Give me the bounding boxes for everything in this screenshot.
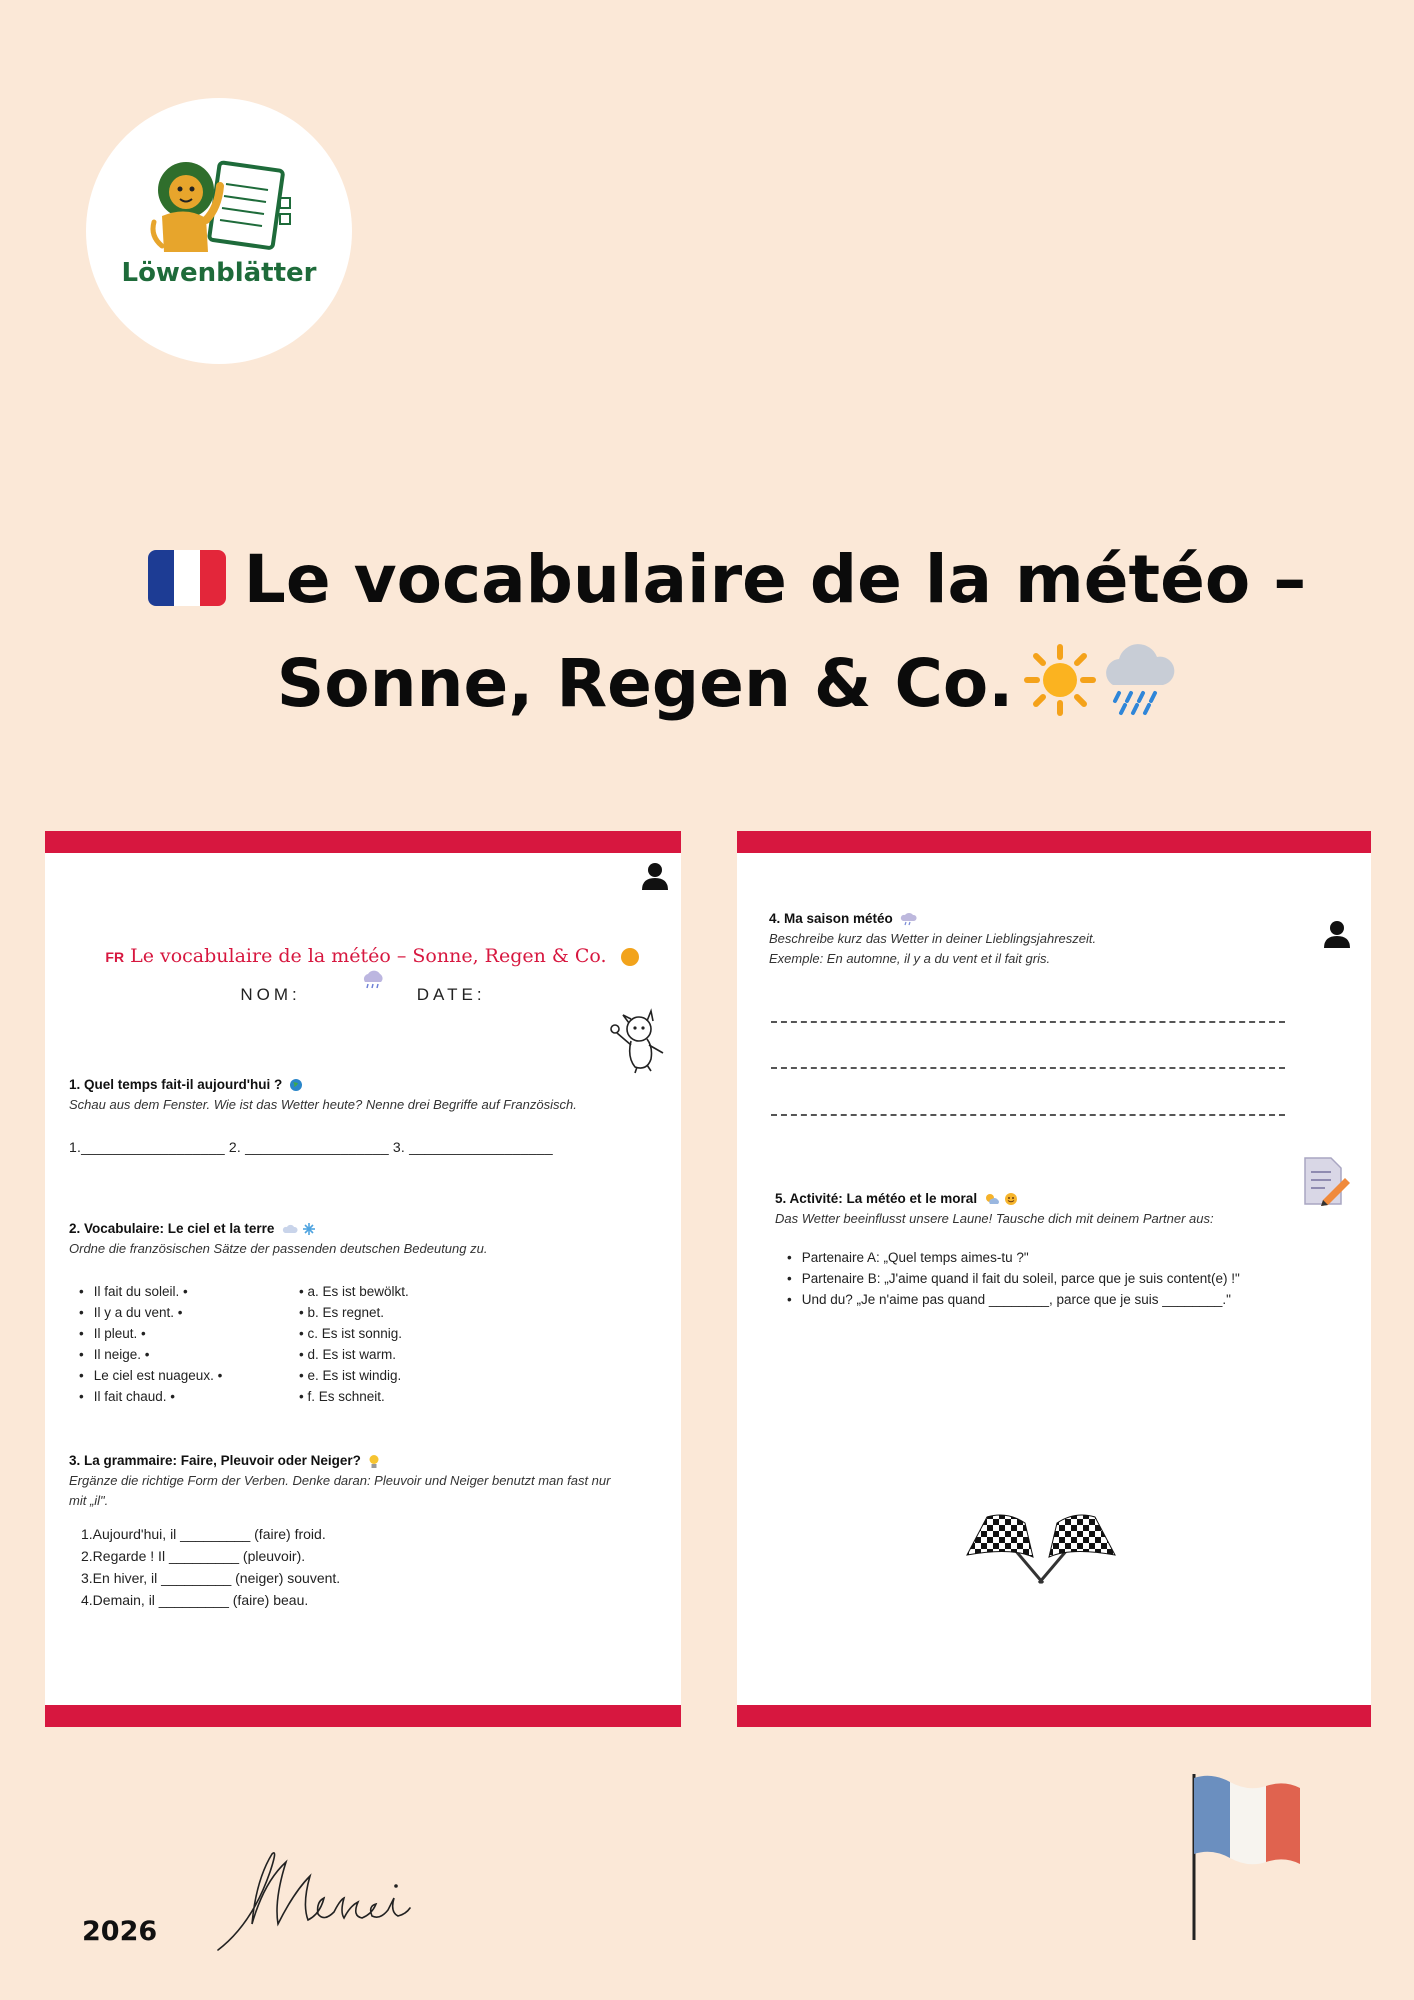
title-line-2 bbox=[100, 632, 1354, 736]
grammar-item[interactable]: 3.En hiver, il _________ (neiger) souvent. bbox=[81, 1570, 341, 1586]
grammar-item[interactable]: 4.Demain, il _________ (faire) beau. bbox=[81, 1592, 309, 1608]
worksheet-page-2 bbox=[737, 831, 1371, 1727]
exercise-1-heading bbox=[69, 1075, 659, 1095]
german-meaning: • c. Es ist sonnig. bbox=[299, 1326, 403, 1341]
person-icon bbox=[1323, 919, 1351, 949]
globe-icon bbox=[289, 1078, 303, 1092]
exercise-3-heading-text: 3. La grammaire: Faire, Pleuvoir oder Neiger? bbox=[69, 1453, 361, 1468]
rain-cloud-icon bbox=[1097, 643, 1177, 717]
exercise-1-answer-blanks[interactable]: 1.__________________ 2. __________________ 3. __________________ bbox=[69, 1139, 553, 1155]
sun-icon bbox=[619, 946, 641, 968]
french-sentence: • Le ciel est nuageux. • bbox=[79, 1365, 279, 1386]
page-title bbox=[100, 528, 1354, 736]
exercise-4-example: Exemple: En automne, il y a du vent et il fait gris. bbox=[769, 951, 1051, 966]
exercise-4-instruction: Beschreibe kurz das Wetter in deiner Lieblingsjahreszeit. bbox=[769, 931, 1097, 946]
exercise-2-heading bbox=[69, 1219, 659, 1239]
french-sentence: • Il y a du vent. • bbox=[79, 1302, 279, 1323]
french-sentence: • Il neige. • bbox=[79, 1344, 279, 1365]
dialogue-item: • Partenaire A: „Quel temps aimes-tu ?" bbox=[787, 1247, 1335, 1268]
exercise-3 bbox=[69, 1451, 629, 1611]
year-label: 2026 bbox=[82, 1916, 158, 1947]
french-flag-icon bbox=[148, 550, 226, 606]
merci-signature bbox=[212, 1832, 412, 1957]
answer-line[interactable] bbox=[771, 1067, 1285, 1069]
brand-name: Löwenblätter bbox=[121, 258, 317, 288]
checkered-flags-icon bbox=[963, 1513, 1119, 1587]
exercise-4-heading-text: 4. Ma saison météo bbox=[769, 911, 893, 926]
grammar-item[interactable]: 2.Regarde ! Il _________ (pleuvoir). bbox=[81, 1548, 306, 1564]
french-sentences-list bbox=[79, 1281, 279, 1407]
weather-icon bbox=[984, 1192, 1000, 1206]
german-meanings-list bbox=[299, 1281, 499, 1407]
lightbulb-icon bbox=[368, 1454, 380, 1469]
snowflake-icon bbox=[302, 1222, 316, 1236]
exercise-2-heading-text: 2. Vocabulaire: Le ciel et la terre bbox=[69, 1221, 275, 1236]
nom-label: NOM: bbox=[240, 985, 301, 1004]
exercise-5-heading bbox=[775, 1189, 1335, 1209]
worksheet-page-1 bbox=[45, 831, 681, 1727]
grammar-item[interactable]: 1.Aujourd'hui, il _________ (faire) froid. bbox=[81, 1526, 326, 1542]
cloud-icon bbox=[282, 1223, 298, 1235]
exercise-5 bbox=[775, 1189, 1335, 1310]
lion-mascot-icon bbox=[144, 156, 294, 256]
person-icon bbox=[641, 861, 669, 891]
german-meaning: • f. Es schneit. bbox=[299, 1389, 385, 1404]
exercise-4 bbox=[769, 909, 1289, 969]
exercise-1-instruction: Schau aus dem Fenster. Wie ist das Wetter heute? Nenne drei Begriffe auf Französisch. bbox=[69, 1097, 577, 1112]
dialogue-item: • Partenaire B: „J'aime quand il fait du soleil, parce que je suis content(e) !" bbox=[787, 1268, 1335, 1289]
exercise-5-instruction: Das Wetter beeinflusst unsere Laune! Tausche dich mit deinem Partner aus: bbox=[775, 1211, 1214, 1226]
name-date-fields bbox=[45, 985, 681, 1005]
dialogue-item[interactable]: • Und du? „Je n'aime pas quand ________, parce que je suis ________." bbox=[787, 1289, 1335, 1310]
exercise-5-heading-text: 5. Activité: La météo et le moral bbox=[775, 1191, 978, 1206]
sun-icon bbox=[1023, 643, 1097, 717]
exercise-2-instruction: Ordne die französischen Sätze der passenden deutschen Bedeutung zu. bbox=[69, 1241, 488, 1256]
title-line-1-text: Le vocabulaire de la météo – bbox=[243, 541, 1307, 618]
exercise-4-heading bbox=[769, 909, 1289, 929]
worksheet-title-text: Le vocabulaire de la météo – Sonne, Regen & Co. bbox=[130, 945, 607, 967]
german-meaning: • e. Es ist windig. bbox=[299, 1368, 402, 1383]
exercise-1 bbox=[69, 1075, 659, 1157]
exercise-3-heading bbox=[69, 1451, 629, 1471]
answer-line[interactable] bbox=[771, 1114, 1285, 1116]
exercise-3-instruction: Ergänze die richtige Form der Verben. Denke daran: Pleuvoir und Neiger benutzt man fast nur mit „il". bbox=[69, 1473, 611, 1508]
french-sentence: • Il fait du soleil. • bbox=[79, 1281, 279, 1302]
dog-mascot-icon bbox=[607, 1005, 669, 1075]
french-sentence: • Il fait chaud. • bbox=[79, 1386, 279, 1407]
answer-line[interactable] bbox=[771, 1021, 1285, 1023]
smiley-icon bbox=[1004, 1192, 1018, 1206]
partner-dialogue-list bbox=[787, 1247, 1335, 1310]
date-label: DATE: bbox=[416, 985, 486, 1004]
grammar-items-list bbox=[81, 1523, 629, 1611]
exercise-2 bbox=[69, 1219, 659, 1404]
title-line-2-text: Sonne, Regen & Co. bbox=[276, 645, 1014, 722]
rain-cloud-icon bbox=[900, 912, 918, 926]
title-line-1 bbox=[100, 528, 1354, 632]
french-sentence: • Il pleut. • bbox=[79, 1323, 279, 1344]
fr-tag: FR bbox=[105, 949, 125, 965]
brand-logo bbox=[86, 98, 352, 364]
french-flag-icon bbox=[1182, 1768, 1312, 1944]
exercise-1-heading-text: 1. Quel temps fait-il aujourd'hui ? bbox=[69, 1077, 283, 1092]
german-meaning: • d. Es ist warm. bbox=[299, 1347, 396, 1362]
german-meaning: • a. Es ist bewölkt. bbox=[299, 1284, 409, 1299]
german-meaning: • b. Es regnet. bbox=[299, 1305, 385, 1320]
